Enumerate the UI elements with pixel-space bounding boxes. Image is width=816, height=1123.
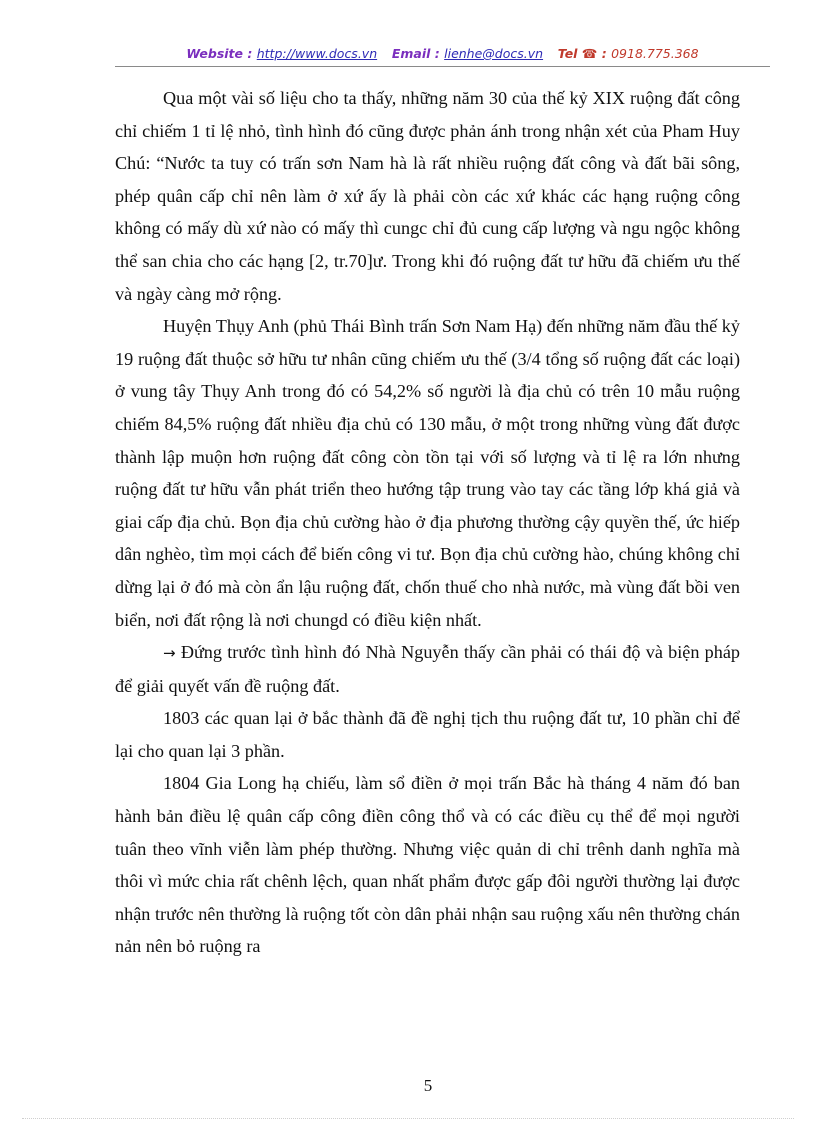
paragraph-2: Huyện Thụy Anh (phủ Thái Bình trấn Sơn Nam Hạ) đến những năm đầu thế kỷ 19 ruộng đất thuộc sở hữu tư nhân cũng chiếm ưu thế (3/4 tổng số ruộng đất các loại) ở vung tây Thụy Anh trong đó có 54,2% số người là địa chủ có trên 10 mẫu ruộng chiếm 84,5% ruộng đất nhiều địa chủ có 130 mẫu, ở một trong những vùng đất được thành lập muộn hơn ruộng đất công còn tồn tại với số lượng và tỉ lệ ra lớn nhưng ruộng đất tư hữu vẫn phát triển theo hướng tập trung vào tay các tầng lớp khá giả và giai cấp địa chủ. Bọn địa chủ cường hào ở địa phương thường cậy quyền thế, ức hiếp dân nghèo, tìm mọi cách để biến công vi tư. Bọn địa chủ cường hào, chúng không chỉ dừng lại ở đó mà còn ẩn lậu ruộng đất, chốn thuế cho nhà nước, mà vùng đất bồi ven biển, nơi đất rộng là nơi chungd có điều kiện nhất.	[115, 316, 740, 630]
email-label: Email :	[391, 46, 440, 61]
paragraph-5: 1804 Gia Long hạ chiếu, làm sổ điền ở mọi trấn Bắc hà tháng 4 năm đó ban hành bản điều lệ quân cấp công điền công thổ và có các điều cụ thể để mọi người tuân theo vĩnh viễn làm phép thường. Nhưng việc quản di chỉ trênh danh nghĩa mà thôi vì mức chia rất chênh lệch, quan nhất phẩm được gấp đôi người thường lại được nhận trước nên thường là ruộng tốt còn dân phải nhận sau ruộng xấu nên thường chán nản nên bỏ ruộng ra	[115, 773, 740, 957]
paragraph-4: 1803 các quan lại ở bắc thành đã đề nghị tịch thu ruộng đất tư, 10 phần chỉ để lại cho quan lại 3 phần.	[115, 708, 740, 761]
paragraph-1: Qua một vài số liệu cho ta thấy, những năm 30 của thế kỷ XIX ruộng đất công chỉ chiếm 1 tỉ lệ nhỏ, tình hình đó cũng được phản ánh trong nhận xét của Pham Huy Chú: “Nước ta tuy có trấn sơn Nam hà là rất nhiều ruộng đất công và đất bãi sông, phép quân cấp chỉ nên làm ở xứ ấy là phải còn các xứ khác các hạng ruộng công không có mấy dù xứ nào có mấy thì cungc chỉ đủ cung cấp lượng và ngu ngộc không thể san chia cho các hạng [2, tr.70]ư. Trong khi đó ruộng đất tư hữu đã chiếm ưu thế và ngày càng mở rộng.	[115, 88, 740, 304]
website-link[interactable]: http://www.docs.vn	[256, 46, 378, 61]
paragraph-3	[115, 636, 740, 702]
paragraph-3-text: Đứng trước tình hình đó Nhà Nguyễn thấy cần phải có thái độ và biện pháp để giải quyết vấn đề ruộng đất.	[115, 642, 741, 696]
website-label: Website :	[186, 46, 253, 61]
page-header	[115, 46, 770, 61]
header-divider	[115, 66, 770, 67]
email-link[interactable]: lienhe@docs.vn	[444, 46, 544, 61]
arrow-icon: →	[163, 644, 176, 663]
document-body	[115, 82, 740, 963]
tel-number: 0918.775.368	[611, 46, 699, 61]
tel-label: Tel ☎ :	[557, 46, 607, 61]
page-number: 5	[423, 1076, 433, 1095]
page-bottom-border	[22, 1118, 794, 1119]
